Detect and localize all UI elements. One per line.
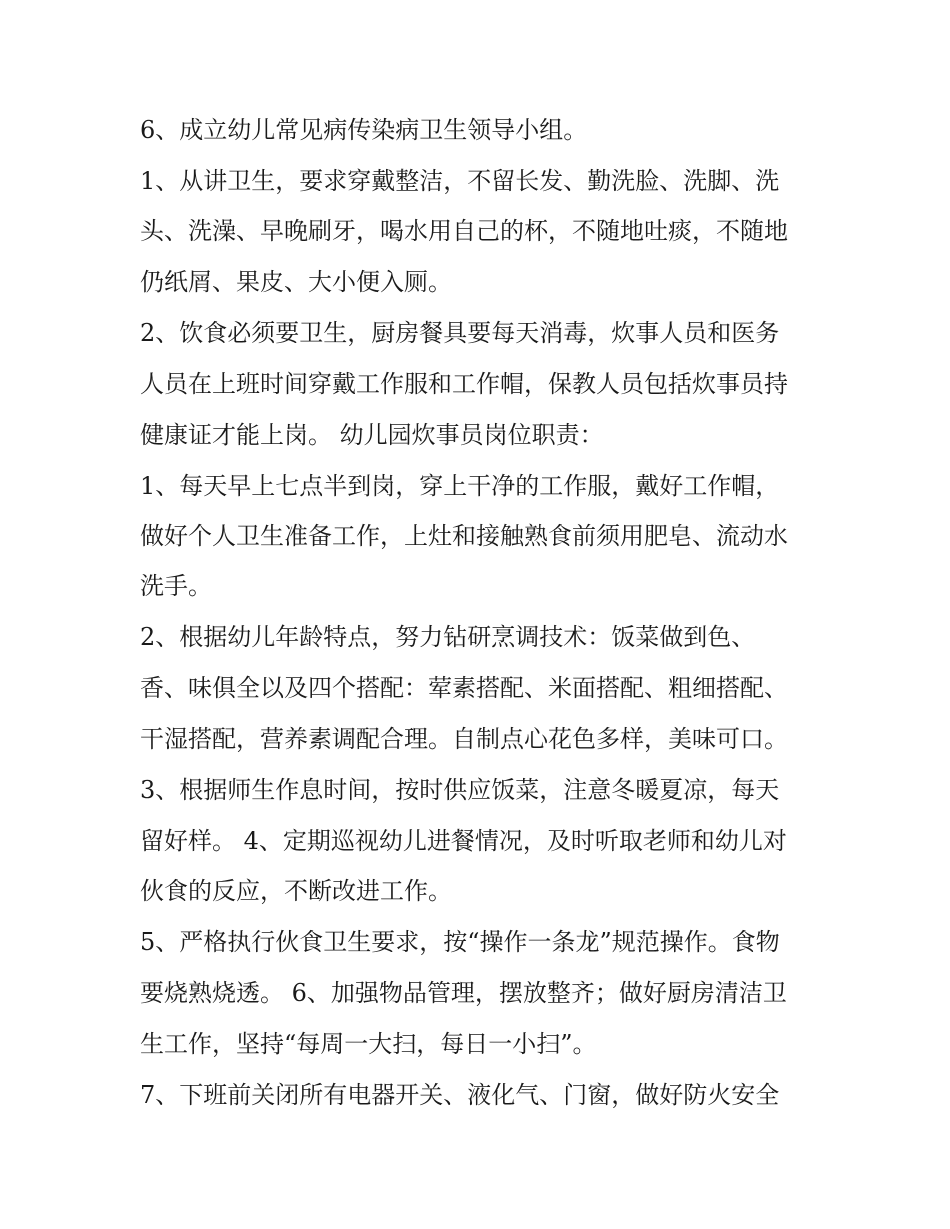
text-line: 伙食的反应，不断改进工作。 bbox=[140, 877, 452, 905]
text-line: 5、严格执行伙食卫生要求，按“操作一条龙”规范操作。食物 bbox=[140, 928, 780, 956]
text-line: 人员在上班时间穿戴工作服和工作帽，保教人员包括炊事员持 bbox=[140, 370, 788, 398]
text-line: 洗手。 bbox=[140, 572, 212, 600]
text-line: 要烧熟烧透。 6、加强物品管理，摆放整齐；做好厨房清洁卫 bbox=[140, 979, 787, 1007]
text-line: 仍纸屑、果皮、大小便入厕。 bbox=[140, 268, 452, 296]
text-line: 头、洗澡、早晚刷牙，喝水用自己的杯，不随地吐痰，不随地 bbox=[140, 217, 788, 245]
text-line: 生工作，坚持“每周一大扫，每日一小扫”。 bbox=[140, 1030, 597, 1058]
text-line: 2、饮食必须要卫生，厨房餐具要每天消毒，炊事人员和医务 bbox=[140, 319, 780, 347]
text-line: 做好个人卫生准备工作，上灶和接触熟食前须用肥皂、流动水 bbox=[140, 522, 788, 550]
text-line: 2、根据幼儿年龄特点，努力钻研烹调技术：饭菜做到色、 bbox=[140, 623, 756, 651]
text-line: 3、根据师生作息时间，按时供应饭菜，注意冬暖夏凉，每天 bbox=[140, 776, 780, 804]
text-line: 留好样。 4、定期巡视幼儿进餐情况，及时听取老师和幼儿对 bbox=[140, 827, 787, 855]
text-line: 7、下班前关闭所有电器开关、液化气、门窗，做好防火安全 bbox=[140, 1081, 780, 1109]
text-line: 1、从讲卫生，要求穿戴整洁，不留长发、勤洗脸、洗脚、洗 bbox=[140, 167, 780, 195]
text-line: 6、成立幼儿常见病传染病卫生领导小组。 bbox=[140, 116, 588, 144]
text-line: 健康证才能上岗。 幼儿园炊事员岗位职责： bbox=[140, 421, 604, 449]
text-line: 1、每天早上七点半到岗，穿上干净的工作服，戴好工作帽， bbox=[140, 472, 780, 500]
text-line: 干湿搭配，营养素调配合理。自制点心花色多样，美味可口。 bbox=[140, 725, 788, 753]
text-line: 香、味俱全以及四个搭配：荤素搭配、米面搭配、粗细搭配、 bbox=[140, 674, 788, 702]
